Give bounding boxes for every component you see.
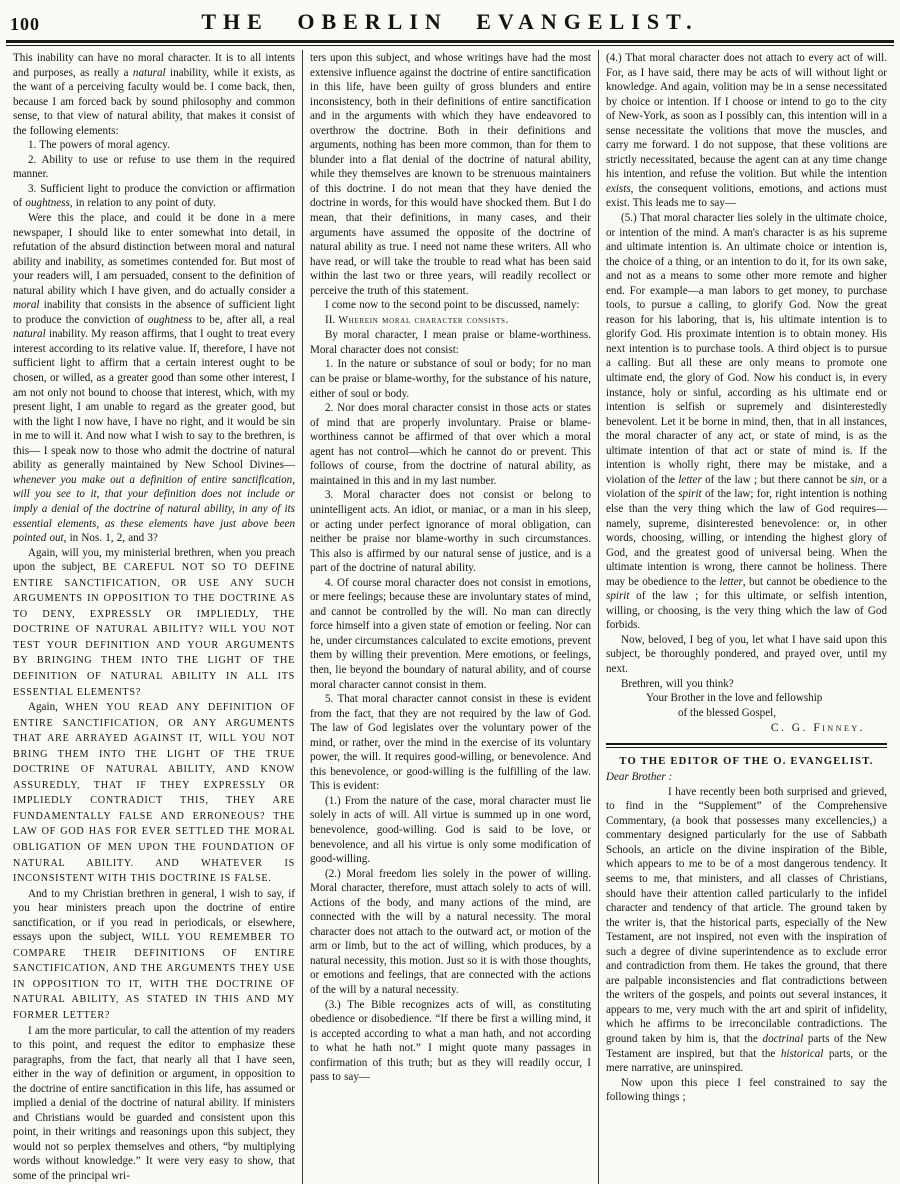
paragraph: 3. Sufficient light to produce the conviction or affirmation of oughtness, in relation to any point of duty. [13,182,295,210]
paragraph: 4. Of course moral character does not consist in emotions, or mere feelings; because these are involuntary states of mind, and cannot be controlled by the will. No man can directly force himself into a given state of emotion or feeling. Nor can he, under circumstances calculated to excite emotions, prevent them by willing their prevention. Mere emotions, or feelings, then, lie beyond the boundary of natural ability, and of course moral character cannot consist in them. [310,576,591,691]
signature-name: C. G. Finney. [770,722,865,735]
paragraph: This inability can have no moral character. It is to all intents and purposes, as really a natural inability, while it exists, as the want of a perceiving faculty would be. I come back, then, because I am forced back by sound philosophy and common sense, to that view of natural ability, that makes it consist of the following elements: [13,52,295,137]
paragraph: Again, WHEN YOU READ ANY DEFINITION OF ENTIRE SANCTIFICATION, OR ANY ARGUMENTS THAT ARE ARRAYED AGAINST IT, WILL YOU NOT BRING THEM INTO THE LIGHT OF THE TRUE DOCTRINE OF NATURAL ABILITY, AND KNOW ASSUREDLY, THAT IF THEY EXPRESSLY OR IMPLIEDLY CONTRADICT THIS, THEY ARE FUNDAMENTALLY FALSE AND ERRONEOUS? THE LAW OF GOD HAS FOR EVER SETTLED THE MORAL OBLIGATION OF MEN UPON THE FOUNDATION OF NATURAL ABILITY. AND WHATEVER IS INCONSISTENT WITH THIS DOCTRINE IS FALSE. [13,701,295,885]
paragraph: Again, will you, my ministerial brethren, when you preach upon the subject, BE CAREFUL NOT SO TO DEFINE ENTIRE SANCTIFICATION, OR USE ANY SUCH ARGUMENTS IN OPPOSITION TO THE DOCTRINE AS TO DENY, EXPRESSLY OR IMPLIEDLY, THE DOCTRINE OF NATURAL ABILITY? WILL YOU NOT TEST YOUR DEFINITION AND YOUR ARGUMENTS BY BRINGING THEM INTO THE LIGHT OF THE DEFINITION OF NATURAL ABILITY IN ALL ITS ESSENTIAL ELEMENTS? [13,546,295,698]
article-heading: TO THE EDITOR OF THE O. EVANGELIST. [619,756,874,768]
paragraph: I have recently been both surprised and grieved, to find in the “Supplement” of the Comprehensive Commentary, (a book that possesses many excellencies,) a commentary designed particularly for the use of Sabbath Schools, an article on the divine inspiration of the Bible, which appears to me to be of a most dangerous tendency. It seems to me, that ministers, and all classes of Christians, should have their attention called particularly to the infidel character and tendency of that article. The ground taken by the writer is, that the historical parts, especially of the New Testament, are not inspired, not even with the inspiration of such a degree of divine superintendence as to exclude error and contradiction from them. He takes the ground, that there are palpable inconsistencies and flat contradictions between the writers of the gospels, and points out several instances, it appears to me, very much with the art and spirit of infidelity, which he affirms to be irreconcilable contradictions. The ground taken by him is, that the doctrinal parts of the New Testament are inspired, but that the historical parts, or the mere narrative, are uninspired. [606,785,887,1075]
paragraph: II. Wherein moral character consists. [325,313,509,326]
paragraph: (5.) That moral character lies solely in the ultimate choice, or intention of the mind. A man's character is as his supreme and ultimate intention is. An ultimate choice or intention is, the choice of a thing, or an intention to do it, for its own sake, and not as a means to some other more remote and higher end. For example—a man labors to get money, to purchase tools, to pursue a calling, to glorify God. Now the great reason for his laboring, that is, his ultimate intention is to glorify God. His proximate intention is to obtain money. His next intention is to purchase tools. A third object is to pursue a calling. But all these are only means to promote one ultimate end, the glory of God. Now his conduct is, in every instance, holy or sinful, according as his ultimate end or intention is selfish or supremely and disinterestedly benevolent. Let it be borne in mind, then, that in all instances, the moral character of any act, or state of mind, is as the ultimate intention of that act or state of mind is. If the intention is wholly right, there may be mistake, and a violation of the letter of the law ; but there cannot be sin, or a violation of the spirit of the law; for, right intention is nothing else than the very thing which the law of God requires—namely, supreme, disinterested benevolence: or, in other words, choosing, willing, or intending the highest glory of God, and the greatest good of universal being. When the ultimate intention is wrong, there cannot be holiness. There may be obedience to the letter, but cannot be obedience to the spirit of the law ; for this ultimate, or selfish intention, willing, or choosing, is the very thing which the law of God forbids. [606,212,887,632]
paragraph: And to my Christian brethren in general, I wish to say, if you hear ministers preach upon the doctrine of entire sanctification, or if you read in periodicals, or elsewhere, essays upon the subject, WILL YOU REMEMBER TO COMPARE THEIR DEFINITIONS OF ENTIRE SANCTIFICATION, AND THE ARGUMENTS THEY USE IN OPPOSITION TO IT, WITH THE DOCTRINE OF NATURAL ABILITY, AS STATED IN THIS AND MY FORMER LETTER? [13,887,295,1021]
paragraph: 2. Ability to use or refuse to use them in the required manner. [13,153,295,181]
page-number: 100 [10,14,40,34]
column-3 [598,50,894,1184]
paragraph: 3. Moral character does not consist or belong to unintelligent acts. An idiot, or maniac, or a man in his sleep, or acting under perfect ignorance of moral obligation, can neither be praise nor blame-worthy in such circumstances. This also is affirmed by our natural sense of justice, and is a part of the doctrine of natural ability. [310,489,591,575]
paragraph: I come now to the second point to be discussed, namely: [325,299,580,312]
paragraph: Now, beloved, I beg of you, let what I have said upon this subject, be thoroughly pondered, and prayed over, until my next. [606,633,887,675]
column-1 [6,50,302,1184]
paragraph: 2. Nor does moral character consist in those acts or states of mind that are properly involuntary. Praise or blame-worthiness cannot be affirmed of that over which a moral agent has not control—which he cannot do or prevent. This follows of course, from the doctrine of natural ability, as maintained in this and in my last number. [310,402,591,487]
paragraph: 1. The powers of moral agency. [28,139,170,152]
signature-line: of the blessed Gospel, [678,706,776,719]
paragraph: 5. That moral character cannot consist in these is evident from the fact, that they are not required by the law of God. The law of God legislates over the voluntary power of the mind, or rather, over the mind in the exercise of its voluntary power, the will. It requires good-willing, or benevolence. And this benevolence, or good-willing is the fulfilling of the law. This is evident: [310,693,591,793]
paragraph: Now upon this piece I feel constrained to say the following things ; [606,1076,887,1104]
paragraph: Brethren, will you think? [621,677,734,690]
paragraph: (2.) Moral freedom lies solely in the power of willing. Moral character, therefore, must attach solely to acts of will. Actions of the body, and many actions of the mind, are connected with the will by a natural necessity. The moral character does not attach to the outward act, or motion of the arm or limb, but to the act of willing, which produces, by a natural necessity, this motion. Just so it is with those thoughts, or emotions and feelings, that are connected with the actions of the will by a natural necessity. [310,867,591,996]
paragraph: Were this the place, and could it be done in a mere newspaper, I should like to enter somewhat into detail, in refutation of the absurd distinction between moral and natural ability and inability, as sometimes contended for. But most of your readers will, I am persuaded, consent to the definition of natural ability which I have given, and do actually consider a moral inability that consists in the absence of sufficient light to produce the conviction of oughtness to be, after all, a real natural inability. My reason affirms, that I ought to treat every interest according to its relative value. If, therefore, I have not sufficient light to affirm that a certain interest ought to be chosen, or willed, as a greater good than some other interest, I am not only not bound to choose that interest, which, with my present light, I am unable to regard as the greater good, but with the light I now have, I have no right, and it would be sin in me to will it. And now what I wish to say to the brethren, is this— I speak now to those who admit the doctrine of natural ability as generally maintained by New School Divines—whenever you make out a definition of entire sanctification, will you see to it, that your definition does not include or imply a denial of the doctrine of natural ability, in any of its essential elements, as these elements have just above been pointed out, in Nos. 1, 2, and 3? [13,212,295,545]
paragraph: (4.) That moral character does not attach to every act of will. For, as I have said, there may be acts of will without light or knowledge. And again, volition may be in a sense necessitated by choice or intention. If I choose or intend to go to the city of New-York, as soon as I possibly can, this intention will in a sense necessitate the volitions that move the muscles, and carry me forward. I do not suppose, that these volitions are strictly necessitated, because the agent can at any time change his intention, and refuse the volition. But while the intention exists, the consequent volitions, emotions, and actions must exist. This leads me to say— [606,52,887,210]
paragraph: By moral character, I mean praise or blame-worthiness. Moral character does not consist: [310,329,591,356]
paragraph: ters upon this subject, and whose writings have had the most extensive influence against the doctrine of entire sanctification in this life, have been guilty of gross blunders and entire inconsistency, both in their definitions of entire sanctification and in the arguments with which they have endeavored to overthrow the doctrine. Both in their definitions and arguments, nothing has been more common, than for them to blunder into a flat denial of the doctrine of natural ability, while they themselves are known to be strenuous maintainers of this doctrine. I do not mean that they have denied the doctrine in words, for this would have shocked them. But I do mean, that their definitions, in many cases, and their arguments have assumed the opposite of the doctrine of natural ability as true. I need not name these writers. All who have read, or will take the trouble to read what has been said within the last two or three years, will readily recollect or perceive the truth of this statement. [310,52,591,297]
paragraph: (1.) From the nature of the case, moral character must lie solely in acts of will. All virtue is summed up in one word, benevolence, good-willing. God is said to be love, or benevolence, and all his virtue is only some modification of good-willing. [310,794,591,866]
paragraph: (3.) The Bible recognizes acts of will, as constituting obedience or disobedience. “If there be first a willing mind, it is accepted according to what a man hath, and not according to what he hath not.” I might quote many passages in confirmation of this truth; but as they will readily occur, I pass to say— [310,998,591,1084]
signature-line: Your Brother in the love and fellowship [646,692,823,705]
masthead [0,0,900,37]
article-divider [606,743,887,748]
paper-title: THE OBERLIN EVANGELIST. [201,9,699,34]
column-2 [302,50,598,1184]
column-container [0,46,900,1184]
salutation: Dear Brother : [606,771,673,784]
paragraph: I am the more particular, to call the attention of my readers to this point, and request the editor to emphasize these paragraphs, from the fact, that nearly all that I have seen, either in the way of definition or argument, in opposition to the doctrine of entire sanctification in this life, has assumed or implied a denial of the doctrine of natural ability. If ministers and Christians would be guarded and consistent upon this point, in their writings and reasonings upon this subject, they would not so perplex themselves and others, “by multiplying words without knowledge.” It were very easy to show, that some of the principal wri- [13,1024,295,1183]
paragraph: 1. In the nature or substance of soul or body; for no man can be praise or blame-worthy, for the substance of his nature, either of soul or body. [310,358,591,400]
